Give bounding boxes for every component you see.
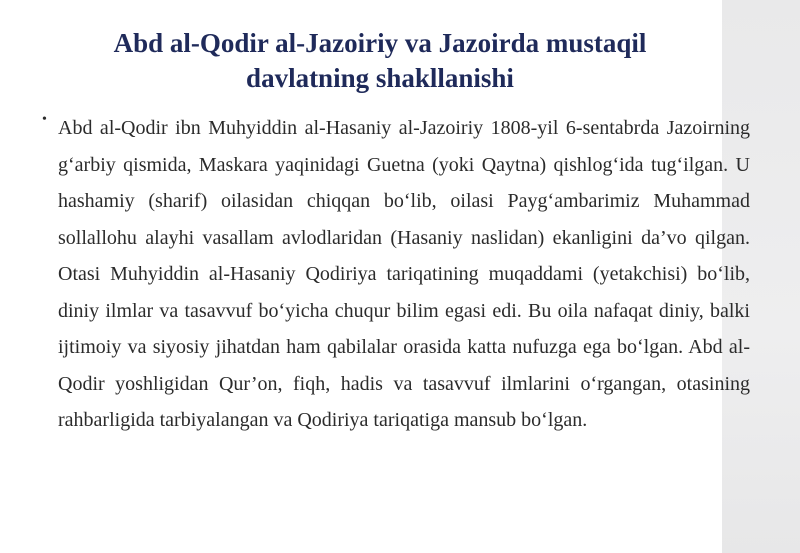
bullet-marker: •	[42, 112, 47, 127]
slide-title-line-1: Abd al-Qodir al-Jazoiriy va Jazoirda mustaqil	[113, 28, 647, 58]
body-paragraph: Abd al-Qodir ibn Muhyiddin al-Hasaniy al-Jazoiriy 1808-yil 6-sentabrda Jazoirning g‘arbiy qismida, Maskara yaqinidagi Guetna (yoki Qaytna) qishlog‘ida tug‘ilgan. U hashamiy (sharif) oilasidan chiqqan bo‘lib, oilasi Payg‘ambarimiz Muhammad sollallohu alayhi vasallam avlodlaridan (Hasaniy naslidan) ekanligini da’vo qilgan. Otasi Muhyiddin al-Hasaniy Qodiriya tariqatining muqaddami (yetakchisi) bo‘lib, diniy ilmlar va tasavvuf bo‘yicha chuqur bilim egasi edi. Bu oila nafaqat diniy, balki ijtimoiy va siyosiy jihatdan ham qabilalar orasida katta nufuzga ega bo‘lgan. Abd al-Qodir yoshligidan Qur’on, fiqh, hadis va tasavvuf ilmlarini o‘rgangan, otasining rahbarligida tarbiyalangan va Qodiriya tariqatiga mansub bo‘lgan.	[58, 117, 750, 431]
slide-title-line-2: davlatning shakllanishi	[246, 63, 514, 93]
slide-title	[40, 26, 720, 96]
slide-body	[42, 110, 750, 439]
